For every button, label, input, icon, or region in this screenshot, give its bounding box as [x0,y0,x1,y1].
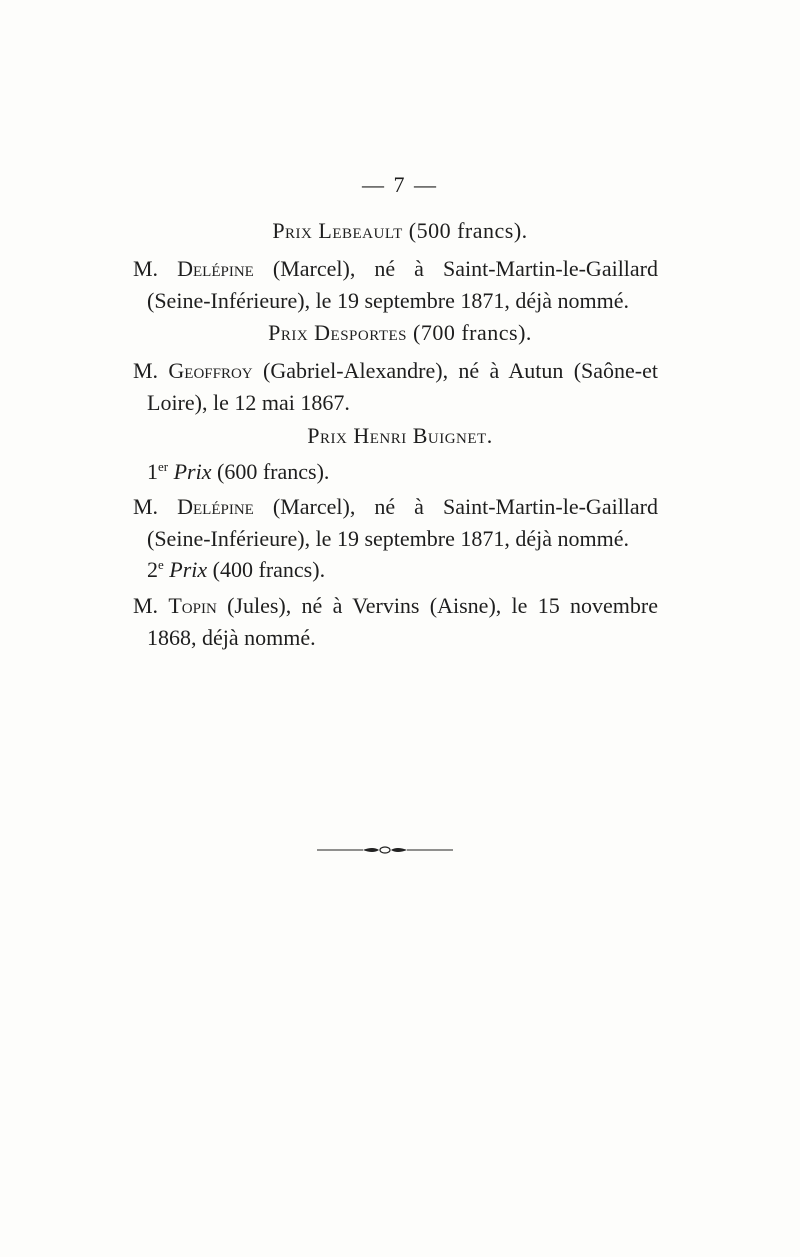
laureate-entry [133,355,658,419]
honorific: M. [133,358,159,383]
prize-amount: (400 francs). [212,557,326,582]
section-heading-prix-henri-buignet [0,423,800,449]
prize-label: Prix [173,459,212,484]
entry-line-1 [133,253,658,285]
laureate-entry [133,590,658,654]
ordinal-number: 1 [147,459,158,484]
entry-line-2: (Seine-Inférieure), le 19 septembre 1871, déjà nommé. [147,526,629,551]
entry-line-2: 1868, déjà nommé. [147,625,316,650]
entry-line-2: (Seine-Inférieure), le 19 septembre 1871, déjà nommé. [147,288,629,313]
laureate-entry [133,491,658,555]
entry-line-1 [133,590,658,622]
entry-details: (Marcel), né à Saint-Martin-le-Gaillard [272,494,659,519]
surname: Delépine [177,494,254,519]
entry-details: (Jules), né à Vervins (Aisne), le 15 novembre [227,593,658,618]
laureate-entry [133,253,658,317]
heading-name: Prix Lebeault [272,218,403,243]
ordinal-suffix: er [158,459,169,474]
prize-label: Prix [169,557,208,582]
ordinal-suffix: e [158,557,164,572]
entry-details: (Gabriel-Alexandre), né à Autun (Saône-et [263,358,659,383]
entry-line-2: Loire), le 12 mai 1867. [147,390,350,415]
surname: Topin [168,593,217,618]
heading-amount: (700 francs). [413,320,532,345]
section-heading-prix-lebeault [0,218,800,244]
honorific: M. [133,494,159,519]
entry-details: (Marcel), né à Saint-Martin-le-Gaillard [272,256,659,281]
honorific: M. [133,593,159,618]
heading-name: Prix Desportes [268,320,407,345]
prize-subheading-first [147,459,329,485]
prize-amount: (600 francs). [217,459,330,484]
section-heading-prix-desportes [0,320,800,346]
surname: Geoffroy [168,358,253,383]
surname: Delépine [177,256,254,281]
entry-line-1 [133,491,658,523]
ordinal-number: 2 [147,557,158,582]
heading-name: Prix Henri Buignet. [307,423,493,448]
page-number: — 7 — [362,172,438,197]
prize-subheading-second [147,557,325,583]
honorific: M. [133,256,159,281]
entry-line-1 [133,355,658,387]
end-ornament-icon [315,840,455,860]
heading-amount: (500 francs). [408,218,528,243]
